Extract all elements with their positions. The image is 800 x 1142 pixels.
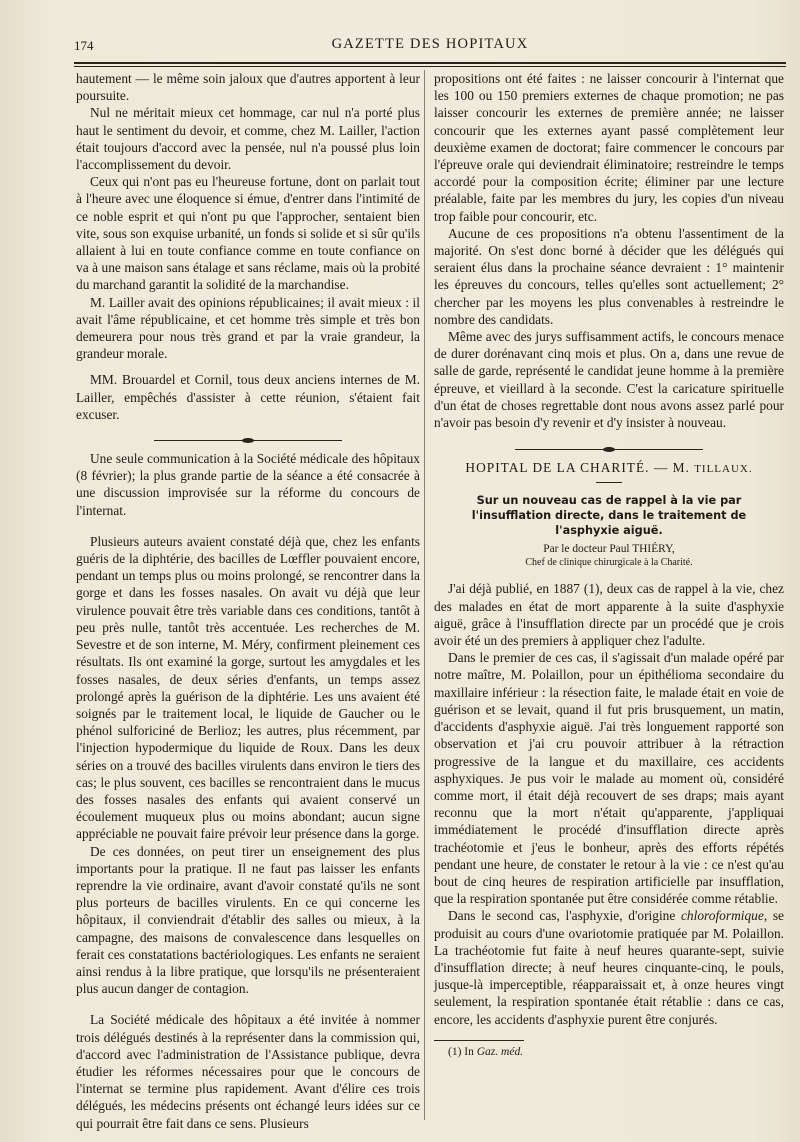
paragraph: Même avec des jurys suffisamment actifs, le concours menace de durer dorénavant cinq mois et plus. On a, dans une revue de salle de garde, représenté le candidat jeune homme à la première épreuve, et vieillard à la seconde. C'est la caricature spirituelle d'un état de choses regrettable dont nous avons assez parlé pour n'avoir pas besoin d'y revenir et d'y insister à nouveau. [434,329,784,431]
journal-title: GAZETTE DES HOPITAUX [331,36,529,52]
section-heading-main: HOPITAL DE LA CHARITÉ. — M. [465,460,690,476]
page-header [74,34,786,58]
article-byline: Par le docteur Paul THIÉRY, [543,543,675,556]
ornament-divider [434,439,784,449]
ornament-divider [76,431,420,441]
header-rule [74,62,786,67]
paragraph: J'ai déjà publié, en 1887 (1), deux cas de rappel à la vie, chez des malades en état de mort apparente à la suite d'asphyxie aiguë, grâce à l'insufflation directe par un procédé que je crois avoir été un des premiers à appliquer chez l'adulte. [434,581,784,649]
footnote [434,1045,784,1059]
paragraph: Aucune de ces propositions n'a obtenu l'assentiment de la majorité. On s'est donc borné à décider que les délégués qui seraient élus dans la prochaine séance devraient : 1° maintenir les épreuves du concours, telles qu'elles sont actuellement; 2° chercher par les moyens les plus convenables à restreindre le nombre des candidats. [434,225,784,327]
column-separator [424,70,425,1120]
footnote-text: (1) In [448,1045,477,1058]
short-divider [596,482,622,483]
paragraph: hautement — le même soin jaloux que d'autres apportent à leur poursuite. [76,71,420,104]
paragraph: Nul ne méritait mieux cet hommage, car nul n'a porté plus haut le sentiment du devoir, et comme, chez M. Lailler, l'action était toujours d'accord avec la pensée, nul n'a poussé plus loin l'accomplissement du devoir. [76,105,420,173]
section-heading-name: TILLAUX. [694,463,753,476]
right-column [434,70,784,1059]
footnote-rule [434,1040,524,1041]
paragraph: propositions ont été faites : ne laisser concourir à l'internat que les 100 ou 150 premiers externes de chaque promotion; ne pas laisser concourir les externes de première année; ne laisser concourir que les externes ayant passé complètement leur deuxième examen de doctorat; faire commencer le concours par l'épreuve orale qui deviendrait éliminatoire; restreindre le temps accordé pour la composition écrite; éliminer par une lecture préalable, faite par les membres du jury, les copies d'un niveau trop faible pour concourir, etc. [434,71,784,224]
paragraph: M. Lailler avait des opinions républicaines; il avait mieux : il avait l'âme républicaine, et cet homme très simple et très bon demeurera pour nous très grand et par la vraie grandeur, la grandeur morale. [76,294,420,362]
paragraph: Dans le premier de ces cas, il s'agissait d'un malade opéré par notre maître, M. Polaillon, pour un épithélioma secondaire du maxillaire inférieur : la résection faite, le malade était en voie de guérison et se levait, quand il fut pris brusquement, un matin, d'accidents d'asphyxie aiguë. J'ai très longuement rapporté son observation et j'ai cru pouvoir attribuer à la rétraction progressive de la langue et du maxillaire, ces accidents asphyxiques. Je pus voir le malade au moment où, considéré comme mort, il était déjà recouvert de ses draps; mais ayant reconnu que la mort n'était qu'apparente, j'appliquai immédiatement le procédé d'insufflation directe après trachéotomie et j'eus le bonheur, après des efforts répétés pendant une heure, de constater le retour à la vie : ce n'est qu'au bout de cinq heures de respiration artificielle par insufflation, que la respiration spontanée put être considérée comme rétablie. [434,650,784,907]
paragraph: Une seule communication à la Société médicale des hôpitaux (8 février); la plus grande partie de la séance a été consacrée à une discussion improvisée sur la réforme du concours de l'internat. [76,451,420,518]
paragraph [434,907,784,1027]
text-run: , se produisit au cours d'une ovariotomie pratiquée par M. Polaillon. La trachéotomie fut faite à neuf heures quarante-sept, suivie d'insufflation directe; à neuf heures cinquante-cinq, le pouls, jusque-là imperceptible, réapparaissait et, à onze heures vingt seulement, la respiration spontanée était rétablie : dans ce cas, encore, les accidents d'asphyxie purent être conjurés. [434,908,784,1027]
text-run: Dans le second cas, l'asphyxie, d'origine [448,908,681,924]
italic-term: chloroformique [680,908,764,924]
paragraph: Plusieurs auteurs avaient constaté déjà que, chez les enfants guéris de la diphtérie, des bacilles de Lœffler pouvaient encore, pendant un temps plus ou moins prolongé, se rencontrer dans la gorge et dans les fosses nasales. On avait vu déjà que leur virulence pouvait être très variable dans ces conditions, tantôt à peu près nulle, tantôt très accentuée. Les recherches de M. Sevestre et de son interne, M. Méry, confirment pleinement ces résultats. Ils ont examiné la gorge, surtout les amygdales et les fosses nasales, de deux séries d'enfants, un temps assez prolongé après la guérison de la diphtérie. Les uns avaient été soignés par le traitement local, le liquide de Gaucher ou le phénol sulforiciné de Berlioz; les autres, plus récemment, par l'injection hypodermique du liquide de Roux. Dans les deux séries on a trouvé des bacilles virulents dans environ le tiers des cas; le plus souvent, ces bacilles se rencontraient dans le mucus des fosses nasales des enfants qui avaient conservé un écoulement muqueux plus ou moins abondant; aucun signe appréciable ne pouvait faire prévoir leur présence dans la gorge. [76,533,420,842]
paragraph: Ceux qui n'ont pas eu l'heureuse fortune, dont on parlait tout à l'heure avec une éloquence si émue, d'entrer dans l'intimité de ce noble esprit et qui n'ont pu que l'approcher, sentaient bien vite, sous son exquise urbanité, un fonds si solide et si sûr qu'ils allaient à lui en toute confiance comme en toute confiance on va à une maison sans étalage et sans réclame, mais où la probité du marchand garantit la solidité de la marchandise. [76,174,420,293]
left-column [76,70,420,1132]
article-title: Sur un nouveau cas de rappel à la vie par l'insufflation directe, dans le traitement de l'asphyxie aiguë. [471,494,747,538]
page-number: 174 [74,38,94,53]
author-role: Chef de clinique chirurgicale à la Charité. [525,557,693,569]
paragraph: MM. Brouardel et Cornil, tous deux anciens internes de M. Lailler, empêchés d'assister à cette réunion, s'étaient fait excuser. [76,372,420,422]
footnote-source: Gaz. méd. [476,1045,524,1058]
paragraph: La Société médicale des hôpitaux a été invitée à nommer trois délégués destinés à la représenter dans la commission qui, d'accord avec l'administration de l'Assistance publique, devra étudier les réformes nécessaires pour que le concours de l'internat se termine plus rapidement. Avant d'élire ces trois délégués, les médecins présents ont échangé leurs idées sur ce qui pourrait être fait dans ce sens. Plusieurs [76,1012,420,1131]
paragraph: De ces données, on peut tirer un enseignement des plus importants pour la pratique. Il ne faut pas laisser les enfants reprendre la vie ordinaire, avant d'avoir constaté qu'ils ne sont plus porteurs de bacilles virulents. En ce qui concerne les hôpitaux, il conviendrait d'établir des salles ou mieux, à la campagne, des maisons de convalescence dans lesquelles on ferait ces constatations bactériologiques. Les enfants ne seraient ainsi rendus à la libre pratique, que lorsqu'ils ne présenteraient plus aucun danger de contagion. [76,843,420,997]
section-heading [434,459,784,478]
